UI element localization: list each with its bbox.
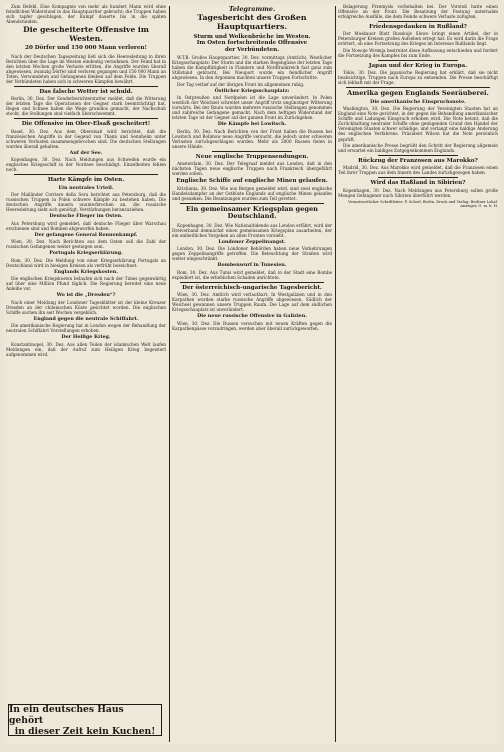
article-przemysl: Belagerung Przemysls vorbehalten bei. Der Vorstoß hatte einen Offensive an der Front. Die Besatzung der Festung unternahm erfolgreiche Ausfälle, die dem Feinde schwere Verluste zufügten.: [338, 4, 498, 20]
divider: [180, 282, 324, 283]
headline-lowitsch: Die Kämpfe bei Lowitsch.: [217, 121, 287, 128]
article-minen: Kristiania, 30. Dez. Wie aus Bergen gemeldet wird, sind zwei englische Handelsdampfer an der Ostküste Englands auf englische Minen gelaufen und gesunken. Die Besatzungen wurden zum Teil gerettet.: [172, 185, 332, 201]
article-oesterreich: Wien, 30. Dez. Amtlich wird verlautbart: In Westgalizien und in den Karpathen wurden starke russische Angriffe abgewiesen. Südlich der Weichsel gewannen unsere Truppen Raum. Die Lage auf dem südlichen Kriegsschauplatz ist unverändert.: [172, 291, 332, 313]
column-right: [338, 4, 498, 742]
article-amerika-2: Die amerikanische Presse begrüßt den Schritt der Regierung allgemein und erwartet ein baldiges Entgegenkommen Englands.: [338, 143, 498, 154]
article-east: Der Mailänder Corriere della Sera berichtet aus Petersburg, daß die russischen Truppen in Polen schwere Kämpfe zu bestehen haben. Die deutschen Angriffe dauern ununterbrochen an, die russische Heeresleitung sieht sich genötigt, Verstärkungen heranzuziehen.: [6, 192, 166, 213]
headline-england: Englands Kriegskosten.: [54, 268, 118, 275]
article-intro: Zum Befehl. Eine Kompagnie von mehr als hundert Mann wird ohne feindlichen Widerstand in das Hauptquartier gebracht; die Truppen haben sich tapfer geschlagen, der Kampf dauerte bis in die späten Abendstunden.: [6, 4, 166, 25]
divider: [378, 155, 458, 156]
article-friede-2: Die Nowoje Wremja bestreitet diese Auffassung entschieden und fordert die Fortsetzung des Kampfes bis zum Ende.: [338, 47, 498, 59]
headline-portugal: Portugals Kriegserklärung.: [49, 250, 123, 257]
newspaper-page: [4, 4, 500, 744]
imprint-footer: Verantwortlicher Schriftleiter: F. Scherl, Berlin. Druck und Verlag: Berliner Lokal-Anzeiger, G. m. b. H.: [348, 199, 498, 209]
article-japan: Tokio, 30. Dez. Die japanische Regierung hat erklärt, daß sie nicht beabsichtige, Truppen nach Europa zu entsenden. Die Presse beschäftigt sich lebhaft mit der Frage.: [338, 70, 498, 86]
article-dresden: Nach einer Meldung der Londoner Tagesblätter ist der kleine Kreuzer Dresden an der chilenischen Küste gesichtet worden. Die englischen Schiffe suchen ihn seit Wochen vergeblich.: [6, 299, 166, 315]
divider: [378, 177, 458, 178]
article-oestlich: In Ostpreußen und Nordpolen ist die Lage unverändert. In Polen westlich der Weichsel schreitet unser Angriff trotz ungünstiger Witterung vorwärts. Bei der Bzura wurden mehrere russische Stellungen genommen und zahlreiche Gefangene gemacht. Nach dem heftigen Widerstand der letzten Tage ist der Gegner auf der ganzen Front im Zurückgehen.: [172, 95, 332, 121]
column-rule: [335, 6, 336, 742]
article-lowitsch: Berlin, 30. Dez. Nach Berichten von der Front haben die Russen bei Lowitsch und Bolimow neue Angriffe versucht, die jedoch unter schweren Verlusten zurückgeschlagen wurden. Mehr als 2000 Russen fielen in unsere Hände.: [172, 128, 332, 149]
article-england: Die englischen Kriegskosten belaufen sich nach der Times gegenwärtig auf über eine Million Pfund täglich. Die Regierung bereitet eine neue Anleihe vor.: [6, 276, 166, 292]
headline-tunesien: Bombenwurf in Tunesien.: [217, 262, 287, 269]
article-tunesien: Rom, 30. Dez. Aus Tunis wird gemeldet, daß in der Stadt eine Bombe explodiert ist, die erheblichen Schaden anrichtete.: [172, 269, 332, 280]
headline-offensive: Die gescheiterte Offensive im Westen.: [23, 25, 149, 43]
headline-oestlich: Östlicher Kriegsschauplatz:: [214, 87, 290, 94]
article-friede: Der Moskauer Blatt Russkoje Slowo bringt einen Artikel, der in Petersburger Kreisen großes Aufsehen erregt hat. Es wird darin die Frage erörtert, ob eine Fortsetzung des Krieges im Interesse Rußlands liegt.: [338, 31, 498, 47]
divider: [180, 203, 324, 204]
divider: [14, 118, 158, 119]
divider: [212, 151, 292, 152]
headline-minen: Englische Schiffe auf englische Minen gelaufen.: [176, 178, 328, 185]
article-galizien: Wien, 30. Dez. Die Russen versuchen mit neuen Kräften gegen die Karpathenpässe vorzudringen, werden aber überall zurückgeworfen.: [172, 320, 332, 331]
article-flieger: Aus Petersburg wird gemeldet, daß deutsche Flieger über Warschau erschienen sind und Bomben abgeworfen haben.: [6, 220, 166, 231]
advertisement-box: [8, 704, 162, 736]
column-rule: [169, 6, 170, 742]
article-kriegsplan: Kopenhagen, 30. Dez. Wie Nationaltidende aus London erfährt, wird der Dreiverband demnächst einen gemeinsamen Kriegsplan ausarbeiten, der ein einheitliches Vorgehen an allen Fronten vorsieht.: [172, 222, 332, 238]
headline-schiffahrt: England gegen die neutrale Schiffahrt.: [33, 315, 139, 322]
subheadline-east: Ein neutrales Urteil.: [58, 184, 114, 191]
subheadline-verbuendete: der Verbündeten.: [224, 46, 280, 53]
headline-elsass: Die Offensive im Ober-Elsaß gescheitert!: [21, 121, 151, 128]
subheadline-amerika: Die amerikanische Einspruchsnote.: [370, 98, 466, 105]
article-weather: Berlin, 30. Dez. Der Sonderberichterstatter meldet, daß die Witterung der letzten Tage die Operationen der Gegner stark beeinträchtigt hat. Regen und Schnee haben die Wege grundlos gemacht, der Nachschub stockt, die Stellungen sind vielfach überschwemmt.: [6, 96, 166, 117]
article-sibirien: Kopenhagen, 30. Dez. Nach Meldungen aus Petersburg sollen große Mengen Gefangener nach Sibirien überführt werden.: [338, 187, 498, 198]
ad-line-2: in dieser Zeit kein Kuchen!: [14, 725, 156, 737]
headline-oesterreich: Der österreichisch-ungarische Tagesbericht.: [182, 284, 322, 291]
headline-truppen: Neue englische Truppensendungen.: [195, 154, 309, 161]
headline-flieger: Deutsche Flieger im Osten.: [49, 213, 123, 220]
article-heiliger-krieg: Konstantinopel, 30. Dez. Aus allen Teilen der islamischen Welt laufen Meldungen ein, daß der Aufruf zum Heiligen Krieg begeistert aufgenommen wird.: [6, 341, 166, 357]
article-marokko: Madrid, 30. Dez. Aus Marokko wird gemeldet, daß die Franzosen einen Teil ihrer Truppen aus dem Innern des Landes zurückgezogen haben.: [338, 165, 498, 176]
divider: [346, 87, 490, 88]
headline-japan: Japan und der Krieg in Europa.: [368, 63, 468, 70]
headline-sea: Auf der See.: [69, 149, 103, 156]
headline-dresden: Wo ist die „Dresden“?: [56, 292, 116, 299]
headline-friede: Friedensgedanken in Rußland?: [369, 24, 467, 31]
headline-sibirien: Wird das Haßland in Sibirien?: [370, 180, 466, 187]
headline-kriegsplan: Ein gemeinsamer Kriegsplan gegen Deutschland.: [186, 204, 318, 221]
article-wtb: W.T.B. Großes Hauptquartier, 30. Dez. vormittags (Amtlich). Westlicher Kriegsschauplatz: Der Sturm und die starken Regengüsse der letzten Tage haben die Kampftätigkeit in Flandern und Nordfrankreich fast ganz zum Stillstand gebracht. Bei Nieuport wurde ein feindlicher Angriff abgewiesen. In den Argonnen machten unsere Truppen Fortschritte.: [172, 55, 332, 81]
divider: [378, 21, 458, 22]
section-title-telegramme: Telegramme.: [228, 5, 276, 13]
article-zeppelin: London, 30. Dez. Die Londoner Behörden haben neue Vorkehrungen gegen Zeppelinangriffe getroffen. Die Beleuchtung der Straßen wird weiter eingeschränkt.: [172, 246, 332, 262]
divider: [14, 174, 158, 175]
article-portugal: Rom, 30. Dez. Die Meldung von einer Kriegserklärung Portugals an Deutschland wird in hiesigen Kreisen als verfrüht bezeichnet.: [6, 257, 166, 268]
subheadline-osten: Im Osten fortschreitende Offensive: [196, 40, 308, 47]
article-offensive: Nach der Deutschen Tageszeitung ließ sich die Heeresleitung in ihren Berichten über die Lage im Westen eindeutig vernehmen. Der Feind hat in den letzten Wochen große Verluste erlitten, die Angriffe wurden überall abgewiesen, zwanzig Dörfer sind verloren gegangen und 150 000 Mann an Toten, Verwundeten und Gefangenen bleiben auf dem Felde. Die Truppen der Verbündeten haben sich in schweren Kämpfen bewährt.: [6, 53, 166, 85]
headline-gefangene: Der gefangene General Rennenkampf.: [34, 231, 138, 238]
article-schiffahrt: Die amerikanische Regierung hat in London wegen der Behandlung der neutralen Schiffahrt Vorstellungen erhoben.: [6, 323, 166, 334]
headline-tagesbericht: Tagesbericht des Großen Hauptquartiers.: [197, 13, 307, 31]
ad-line-1: In ein deutsches Haus gehört: [9, 703, 124, 726]
column-left: [6, 4, 166, 700]
article-wtb-2: Der Tag verlief auf der übrigen Front im allgemeinen ruhig.: [177, 81, 305, 87]
subheadline-sturm: Sturm und Wolkenbrüche im Westen.: [193, 33, 311, 40]
divider: [378, 60, 458, 61]
article-truppen: Amsterdam, 30. Dez. Der Telegraaf meldet aus London, daß in den nächsten Tagen neue englische Truppen nach Frankreich übergeführt werden sollen.: [172, 161, 332, 177]
headline-east: Harte Kämpfe im Osten.: [47, 177, 125, 184]
headline-zeppelin: Londoner Zeppelinangst.: [218, 238, 286, 245]
headline-amerika: Amerika gegen Englands Seeräuberei.: [347, 89, 489, 98]
subheadline-losses: 20 Dörfer und 150 000 Mann verloren!: [25, 45, 147, 52]
headline-weather: Das falsche Wetter ist schuld.: [39, 89, 133, 96]
article-elsass: Basel, 30. Dez. Aus dem Oberelsaß wird berichtet, daß die französischen Angriffe in der Gegend von Thann und Sennheim unter schweren Verlusten zusammengebrochen sind. Die deutschen Stellungen wurden überall gehalten.: [6, 128, 166, 149]
article-amerika: Washington, 30. Dez. Die Regierung der Vereinigten Staaten hat an England eine Note gerichtet, in der gegen die Behandlung amerikanischer Schiffe und Ladungen Einspruch erhoben wird. Die Note betont, daß die Zurückhaltung neutraler Schiffe ohne genügenden Grund den Handel der Vereinigten Staaten schwer schädige, und verlangt eine baldige Änderung des englischen Verfahrens. Präsident Wilson hat die Note persönlich geprüft.: [338, 106, 498, 142]
divider: [14, 86, 158, 87]
headline-heiliger-krieg: Der Heilige Krieg.: [61, 334, 111, 341]
headline-galizien: Die neue russische Offensive in Galizien.: [197, 313, 307, 320]
column-middle: [172, 4, 332, 742]
article-gefangene: Wien, 30. Dez. Nach Berichten aus dem Osten soll die Zahl der russischen Gefangenen weiter gestiegen sein.: [6, 239, 166, 250]
article-sea: Kopenhagen, 30. Dez. Nach Meldungen aus Schweden wurde ein englisches Kriegsschiff in der Nordsee beschädigt. Einzelheiten fehlen noch.: [6, 157, 166, 173]
headline-marokko: Rückzug der Franzosen aus Marokko?: [358, 158, 478, 165]
